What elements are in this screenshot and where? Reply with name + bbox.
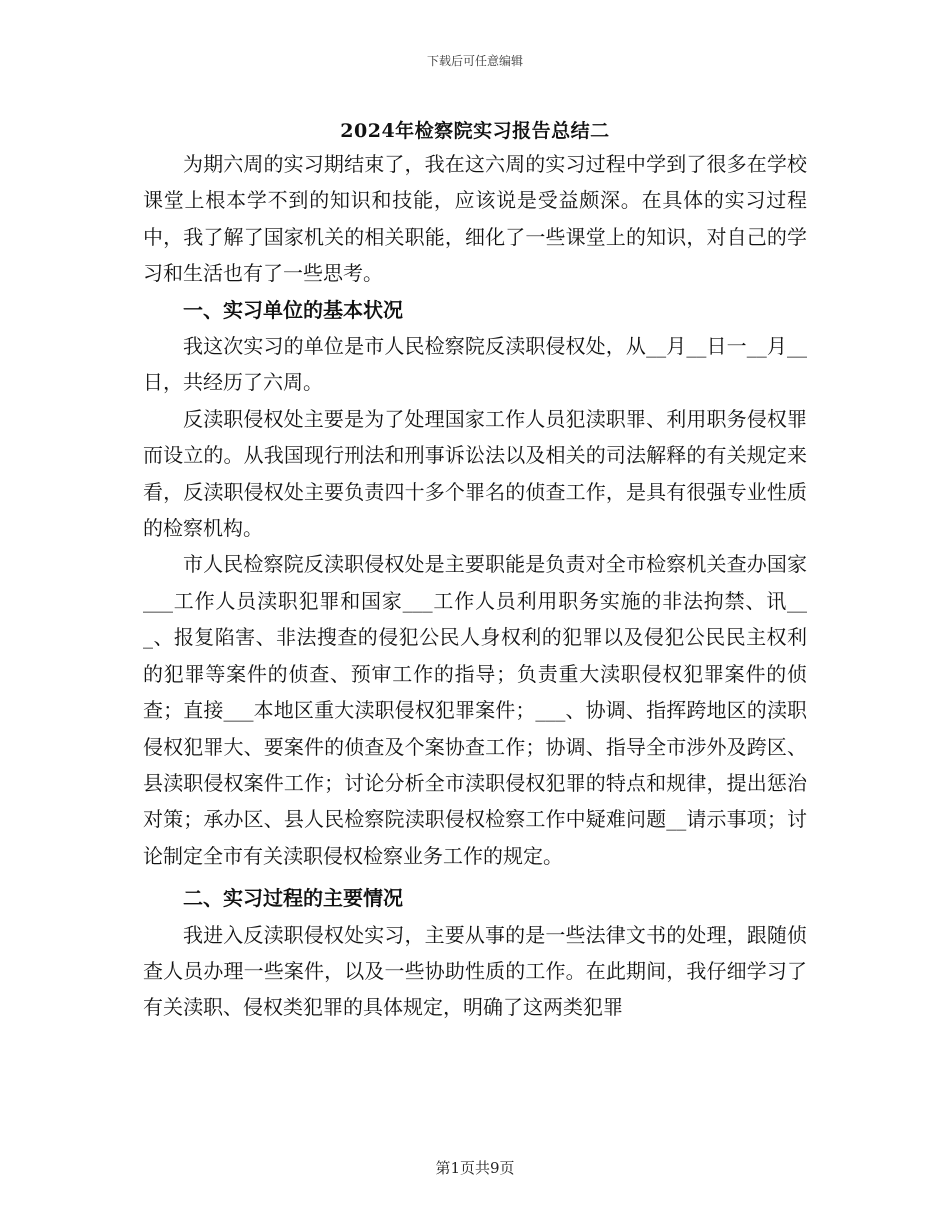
document-body [143, 146, 807, 1026]
section-1-paragraph: 我这次实习的单位是市人民检察院反渎职侵权处，从__月__日一__月__日，共经历了六周。 [143, 334, 807, 395]
section-2-paragraph: 我进入反渎职侵权处实习，主要从事的是一些法律文书的处理，跟随侦查人员办理一些案件，以及一些协助性质的工作。在此期间，我仔细学习了有关渎职、侵权类犯罪的具体规定，明确了这两类犯罪 [143, 922, 807, 1020]
section-2-heading: 二、实习过程的主要情况 [183, 886, 403, 911]
page-number: 第1页共9页 [435, 1159, 515, 1177]
document-title: 2024年检察院实习报告总结二 [340, 120, 610, 142]
section-1-paragraph: 市人民检察院反渎职侵权处是主要职能是负责对全市检察机关查办国家___工作人员渎职犯罪和国家___工作人员利用职务实施的非法拘禁、讯___、报复陷害、非法搜查的侵犯公民人身权利的犯罪以及侵犯公民民主权利的犯罪等案件的侦查、预审工作的指导；负责重大渎职侵权犯罪案件的侦查；直接___本地区重大渎职侵权犯罪案件；___、协调、指挥跨地区的渎职侵权犯罪大、要案件的侦查及个案协查工作；协调、指导全市涉外及跨区、县渎职侵权案件工作；讨论分析全市渎职侵权犯罪的特点和规律，提出惩治对策；承办区、县人民检察院渎职侵权检察工作中疑难问题__请示事项；讨论制定全市有关渎职侵权检察业务工作的规定。 [143, 552, 807, 868]
intro-paragraph: 为期六周的实习期结束了，我在这六周的实习过程中学到了很多在学校课堂上根本学不到的知识和技能，应该说是受益颇深。在具体的实习过程中，我了解了国家机关的相关职能，细化了一些课堂上的知识，对自己的学习和生活也有了一些思考。 [143, 152, 807, 286]
page-header: 下载后可任意编辑 [426, 54, 523, 68]
section-1-paragraph: 反渎职侵权处主要是为了处理国家工作人员犯渎职罪、利用职务侵权罪而设立的。从我国现行刑法和刑事诉讼法以及相关的司法解释的有关规定来看，反渎职侵权处主要负责四十多个罪名的侦查工作，是具有很强专业性质的检察机构。 [143, 406, 807, 541]
section-1-heading: 一、实习单位的基本状况 [183, 297, 403, 322]
